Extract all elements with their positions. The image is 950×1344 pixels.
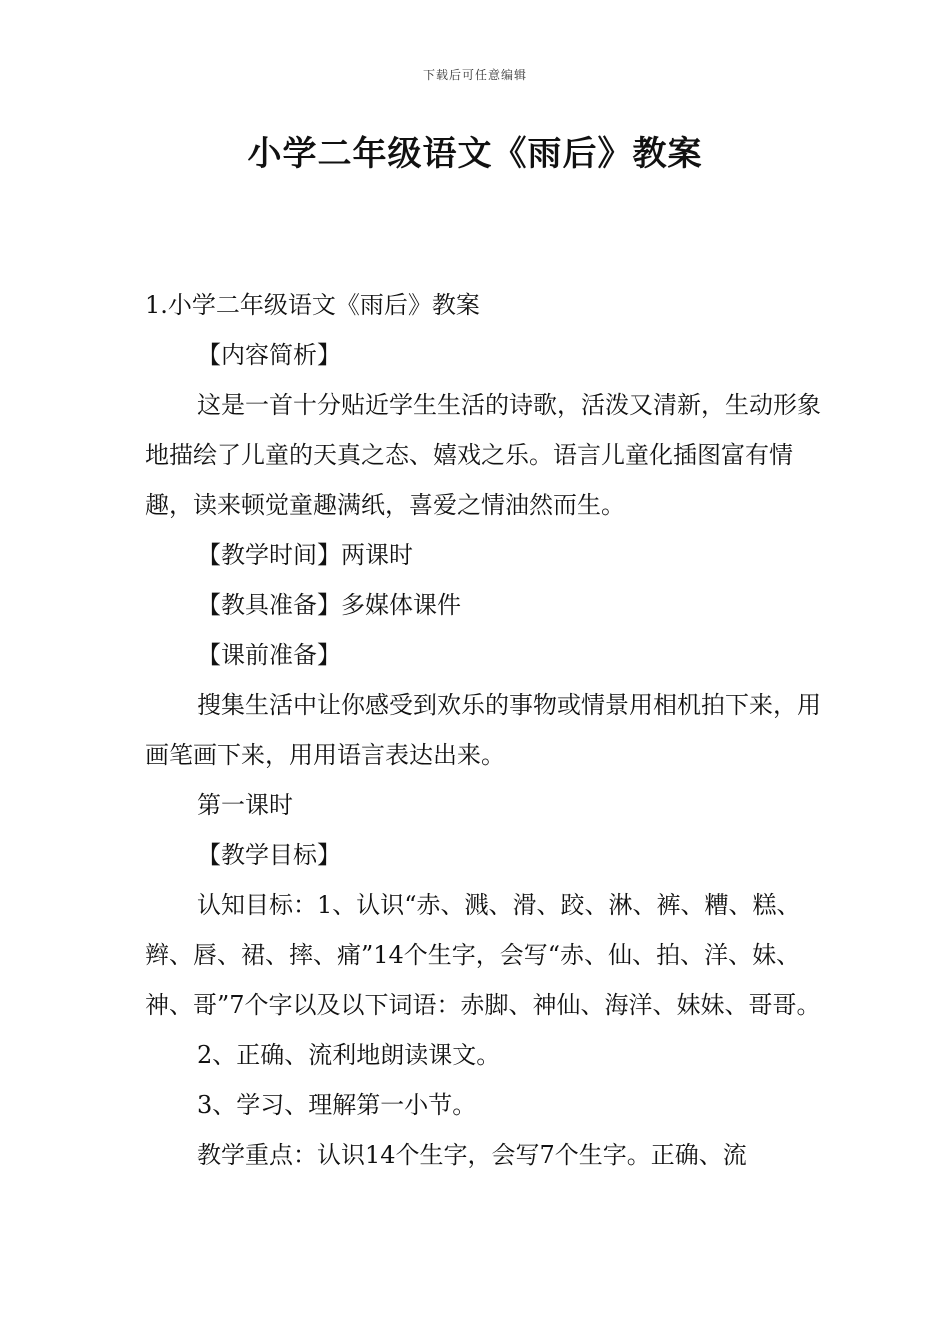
- content-analysis-paragraph: 这是一首十分贴近学生生活的诗歌，活泼又清新，生动形象地描绘了儿童的天真之态、嬉戏之乐。语言儿童化插图富有情趣，读来顿觉童趣满纸，喜爱之情油然而生。: [145, 391, 821, 519]
- pre-class-paragraph: 搜集生活中让你感受到欢乐的事物或情景用相机拍下来，用画笔画下来，用用语言表达出来。: [145, 691, 821, 769]
- objective-3-line: 3、学习、理解第一小节。: [197, 1091, 477, 1119]
- teaching-focus-line: 教学重点：认识14个生字，会写7个生字。正确、流: [197, 1141, 747, 1169]
- content-analysis-heading: 【内容简析】: [197, 341, 341, 369]
- first-lesson-heading: 第一课时: [197, 791, 293, 819]
- teaching-objectives-heading: 【教学目标】: [197, 841, 341, 869]
- header-note: 下载后可任意编辑: [422, 68, 527, 82]
- teaching-aids-line: 【教具准备】多媒体课件: [197, 591, 461, 619]
- teaching-time-line: 【教学时间】两课时: [197, 541, 413, 569]
- objective-2-line: 2、正确、流利地朗读课文。: [197, 1041, 501, 1069]
- section-heading: 1.小学二年级语文《雨后》教案: [145, 291, 480, 319]
- document-title: 小学二年级语文《雨后》教案: [247, 134, 703, 174]
- pre-class-heading: 【课前准备】: [197, 641, 341, 669]
- document-body: [145, 280, 825, 1180]
- cognitive-objective-paragraph: 认知目标：1、认识“赤、溅、滑、跤、淋、裤、糟、糕、辫、唇、裙、摔、痛”14个生字，会写“赤、仙、拍、洋、妹、神、哥”7个字以及以下词语：赤脚、神仙、海洋、妹妹、哥哥。: [145, 891, 821, 1019]
